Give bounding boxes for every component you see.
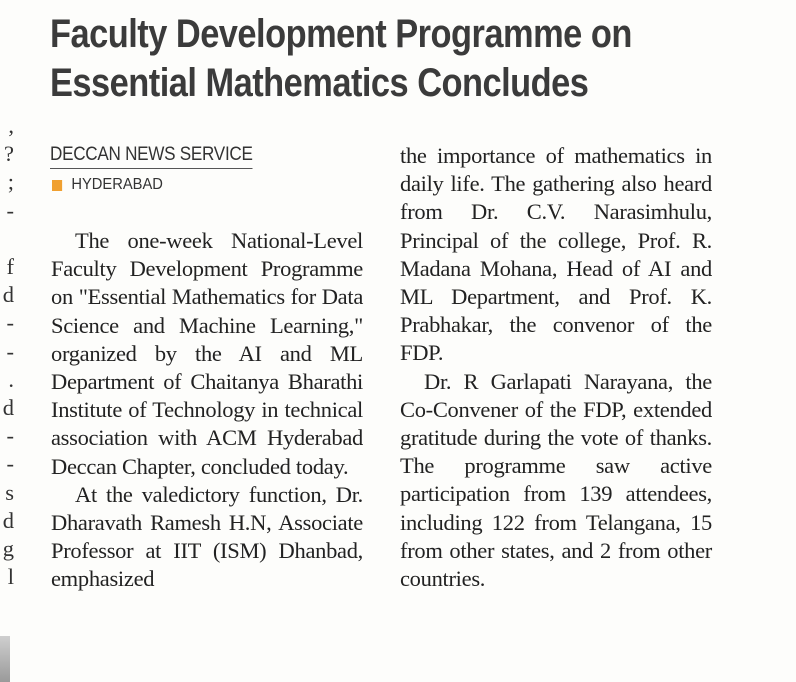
fragment: -: [6, 197, 14, 223]
dateline-marker-icon: [52, 180, 62, 191]
adjacent-photo-fragment: [0, 636, 10, 682]
paragraph: At the valedictory function, Dr. Dharavath Ramesh H.N, Associate Professor at IIT (ISM) Dhanbad, emphasized: [51, 481, 363, 592]
fragment: ;: [7, 169, 14, 195]
dateline: [52, 176, 163, 194]
paragraph: Dr. R Garlapati Narayana, the Co-Convener of the FDP, extended gratitude during the vote of thanks. The programme saw active participation from 139 attendees, including 122 from Telangana, 15 from other states, and 2 from other countries.: [400, 368, 712, 592]
fragment: d: [2, 507, 14, 533]
fragment: ?: [4, 141, 14, 167]
byline: DECCAN NEWS SERVICE: [50, 144, 253, 169]
fragment: ,: [8, 113, 14, 138]
fragment: f: [6, 254, 14, 280]
headline: [50, 10, 686, 108]
paragraph: The one-week National-Level Faculty Development Programme on "Essential Mathematics for Data Science and Machine Learning," organized by the AI and ML Department of Chaitanya Bharathi Institute of Technology in technical association with ACM Hyderabad Deccan Chapter, concluded today.: [51, 228, 363, 479]
fragment: d: [2, 395, 14, 421]
adjacent-column-fragments: [0, 112, 14, 591]
fragment: [0, 225, 14, 253]
article-column-1: [51, 227, 363, 594]
fragment: d: [2, 282, 14, 308]
fragment: -: [6, 423, 14, 449]
dateline-text: HYDERABAD: [71, 176, 163, 193]
article-column-2: [400, 142, 712, 593]
fragment: g: [2, 536, 14, 562]
fragment: -: [6, 338, 14, 364]
headline-line-2: Essential Mathematics Concludes: [50, 61, 589, 105]
fragment: -: [6, 451, 14, 477]
fragment: .: [8, 366, 14, 392]
paragraph: the importance of mathematics in daily life. The gathering also heard from Dr. C.V. Narasimhulu, Principal of the college, Prof. R. Madana Mohana, Head of AI and ML Department, and Prof. K. Prabhakar, the convenor of the FDP.: [400, 143, 712, 366]
headline-line-1: Faculty Development Programme on: [50, 12, 632, 56]
fragment: -: [6, 310, 14, 336]
fragment: s: [5, 479, 14, 505]
fragment: l: [7, 564, 14, 590]
